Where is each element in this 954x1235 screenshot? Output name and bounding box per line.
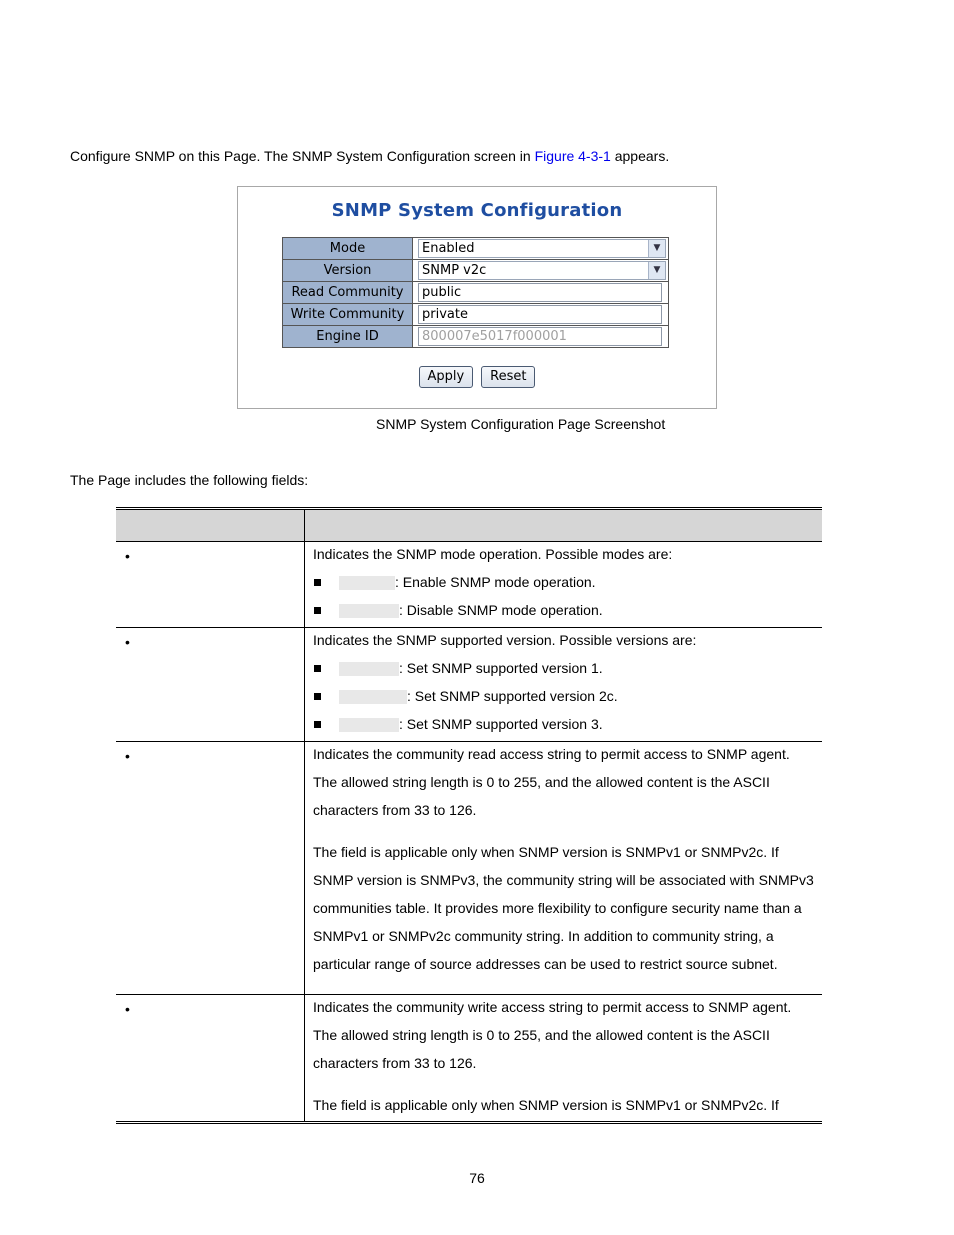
write-community-input[interactable]: private xyxy=(418,305,662,324)
figure-caption: SNMP System Configuration Page Screenshot xyxy=(376,416,666,432)
table-row xyxy=(116,628,822,742)
table-row xyxy=(116,542,822,628)
row-paragraph: The field is applicable only when SNMP version is SNMPv1 or SNMPv2c. If xyxy=(313,1097,779,1113)
table-row xyxy=(116,742,822,995)
row-paragraph: Indicates the community write access string to permit access to SNMP agent. The allowed string length is 0 to 255, and the allowed content is the ASCII characters from 33 to 126. xyxy=(313,999,792,1071)
figure-link[interactable]: Figure 4-3-1 xyxy=(534,148,611,164)
list-item: : Set SNMP supported version 3. xyxy=(313,710,816,738)
table-row xyxy=(116,995,822,1121)
row-bullet: • xyxy=(125,634,130,650)
engine-id-input: 800007e5017f000001 xyxy=(418,327,662,346)
read-community-label: Read Community xyxy=(283,282,413,304)
chevron-down-icon[interactable]: ▼ xyxy=(648,262,665,279)
fields-intro: The Page includes the following fields: xyxy=(70,472,309,488)
table-header xyxy=(116,510,822,542)
mode-value: Enabled xyxy=(422,241,475,256)
mode-select[interactable] xyxy=(418,239,666,258)
row-bullet: • xyxy=(125,548,130,564)
fields-table xyxy=(116,507,822,1124)
write-community-label: Write Community xyxy=(283,304,413,326)
engine-id-label: Engine ID xyxy=(283,326,413,348)
version-label: Version xyxy=(283,260,413,282)
version-select[interactable] xyxy=(418,261,666,280)
intro-paragraph xyxy=(70,148,669,164)
snmp-screenshot xyxy=(237,186,717,409)
intro-text-after: appears. xyxy=(610,148,670,164)
row-paragraph: The field is applicable only when SNMP version is SNMPv1 or SNMPv2c. If SNMP version is SNMPv3, the community string will be associated with SNMPv3 communities table. It provides more flexibility to configure security name than a SNMPv1 or SNMPv2c community string. In addition to community string, a particular range of source addresses can be used to restrict source subnet. xyxy=(313,844,814,972)
apply-button[interactable]: Apply xyxy=(419,366,474,388)
version-value: SNMP v2c xyxy=(422,263,487,278)
chevron-down-icon[interactable]: ▼ xyxy=(648,240,665,257)
row-text: Indicates the SNMP supported version. Possible versions are: xyxy=(313,632,697,648)
read-community-input[interactable]: public xyxy=(418,283,662,302)
read-community-row xyxy=(283,282,669,304)
mode-row xyxy=(283,238,669,260)
list-item: : Set SNMP supported version 1. xyxy=(313,654,816,682)
engine-id-row xyxy=(283,326,669,348)
button-bar xyxy=(238,366,716,388)
list-item: : Set SNMP supported version 2c. xyxy=(313,682,816,710)
row-bullet: • xyxy=(125,1001,130,1017)
row-text: Indicates the SNMP mode operation. Possible modes are: xyxy=(313,546,673,562)
row-paragraph: Indicates the community read access string to permit access to SNMP agent. The allowed string length is 0 to 255, and the allowed content is the ASCII characters from 33 to 126. xyxy=(313,746,790,818)
screenshot-title: SNMP System Configuration xyxy=(331,200,623,221)
snmp-config-table xyxy=(282,237,669,348)
version-row xyxy=(283,260,669,282)
intro-text-before: Configure SNMP on this Page. The SNMP System Configuration screen in xyxy=(70,148,535,164)
row-bullet: • xyxy=(125,748,130,764)
reset-button[interactable]: Reset xyxy=(481,366,535,388)
write-community-row xyxy=(283,304,669,326)
list-item: : Disable SNMP mode operation. xyxy=(313,596,816,624)
mode-label: Mode xyxy=(283,238,413,260)
list-item: : Enable SNMP mode operation. xyxy=(313,568,816,596)
page-number: 76 xyxy=(469,1170,485,1186)
